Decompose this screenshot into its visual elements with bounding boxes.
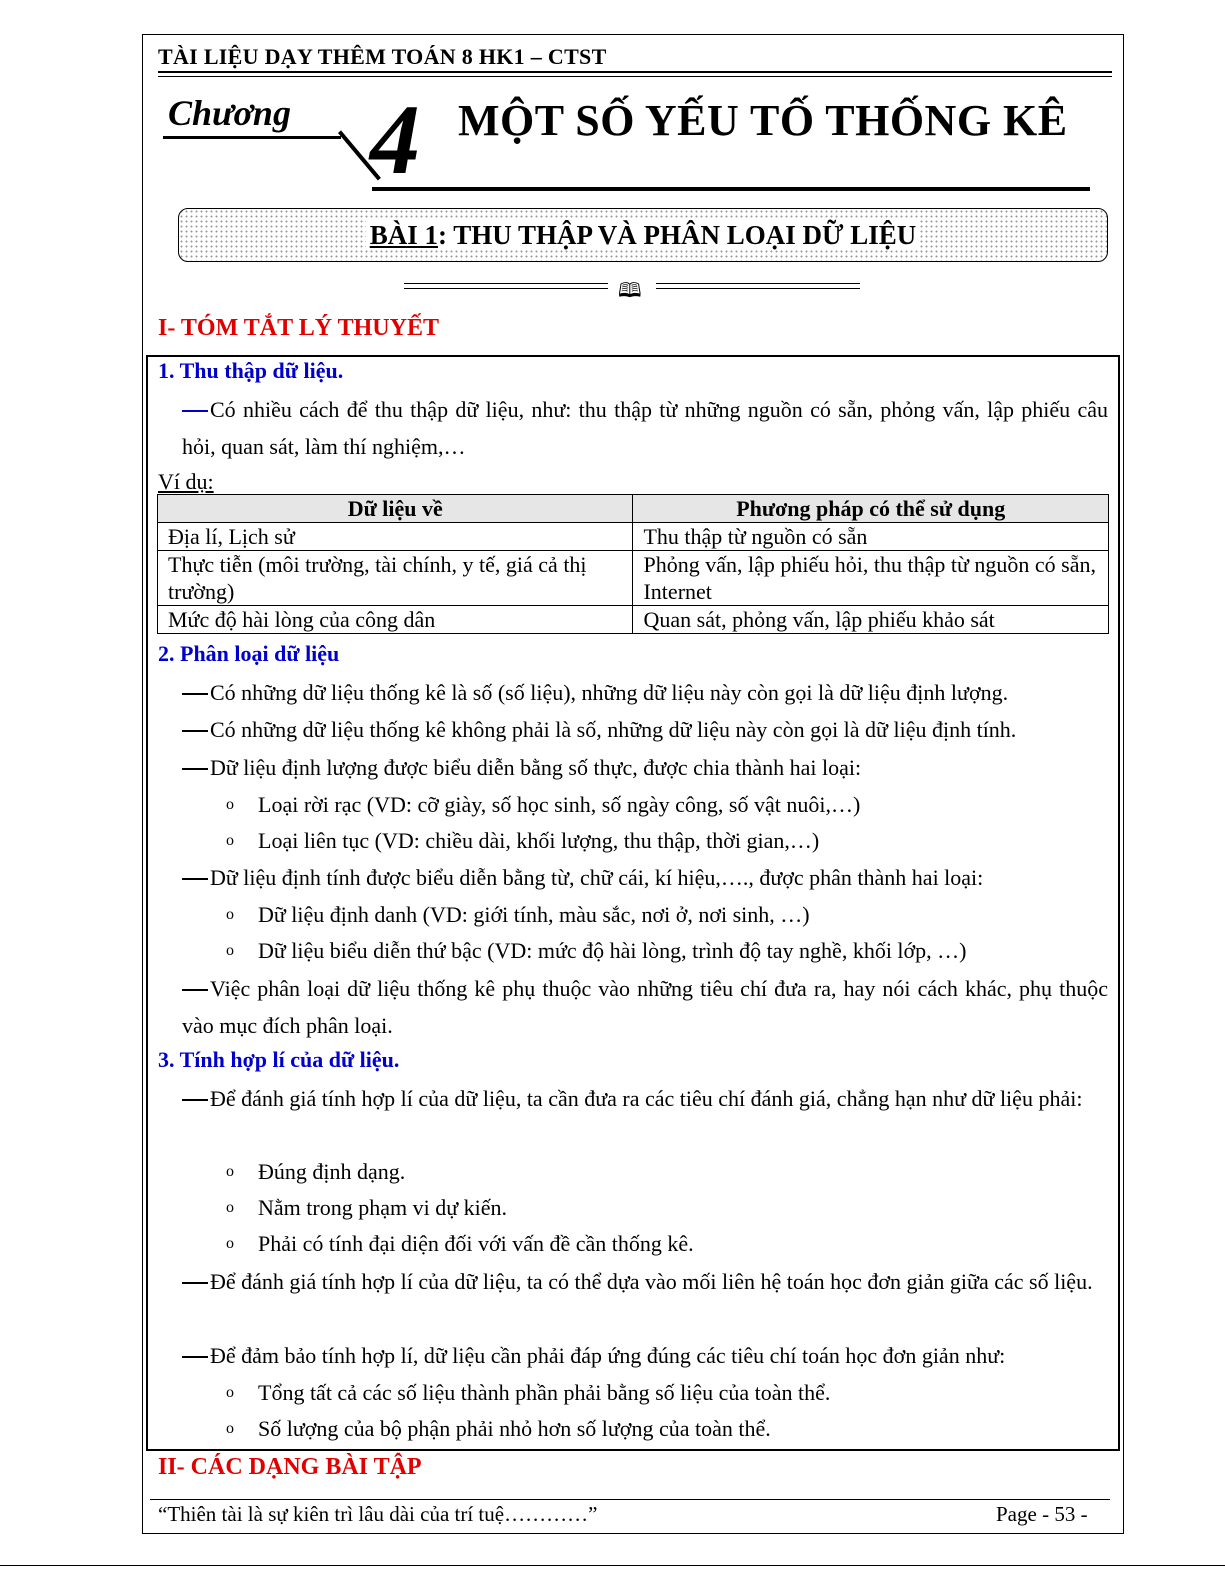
- chapter-underline: [163, 136, 341, 139]
- page-bottom-rule: [0, 1565, 1225, 1566]
- header-rule: [158, 71, 1112, 73]
- chapter-rule: [372, 187, 1090, 191]
- subheading-validity: 3. Tính hợp lí của dữ liệu.: [158, 1047, 400, 1072]
- footer-rule: [150, 1499, 1110, 1500]
- dash-mark: [182, 410, 208, 412]
- paragraph-collect: Có nhiều cách để thu thập dữ liệu, như: thu thập từ những nguồn có sẵn, phỏng vấn, lập phiếu câu hỏi, quan sát, làm thí nghiệm,…: [182, 397, 1108, 459]
- table-row: [158, 523, 1109, 551]
- chapter-title: MỘT SỐ YẾU TỐ THỐNG KÊ: [458, 96, 1068, 145]
- table-cell: Thu thập từ nguồn có sẵn: [633, 523, 1109, 551]
- table-cell: Quan sát, phỏng vấn, lập phiếu khảo sát: [633, 606, 1109, 634]
- subheading-classify: 2. Phân loại dữ liệu: [158, 641, 340, 666]
- paragraph: Để đánh giá tính hợp lí của dữ liệu, ta có thể dựa vào mối liên hệ toán học đơn giản giữa các số liệu.: [182, 1263, 1108, 1300]
- table-cell: Thực tiễn (môi trường, tài chính, y tế, giá cả thị trường): [158, 551, 633, 606]
- table-cell: Mức độ hài lòng của công dân: [158, 606, 633, 634]
- paragraph: Để đánh giá tính hợp lí của dữ liệu, ta cần đưa ra các tiêu chí đánh giá, chẳng hạn như dữ liệu phải:: [182, 1080, 1108, 1117]
- lesson-prefix: BÀI 1: [369, 220, 438, 250]
- table-row: [158, 606, 1109, 634]
- paragraph: Có những dữ liệu thống kê là số (số liệu), những dữ liệu này còn gọi là dữ liệu định lượng.: [182, 674, 1112, 711]
- table-header-cell: Dữ liệu về: [158, 495, 633, 523]
- table-header-row: [158, 495, 1109, 523]
- paragraph: Để đảm bảo tính hợp lí, dữ liệu cần phải đáp ứng đúng các tiêu chí toán học đơn giản như:: [182, 1337, 1112, 1374]
- table-cell: Địa lí, Lịch sử: [158, 523, 633, 551]
- lesson-banner: [178, 208, 1108, 262]
- chapter-word: Chương: [168, 93, 291, 133]
- paragraph: Có những dữ liệu thống kê không phải là số, những dữ liệu này còn gọi là dữ liệu định tính.: [182, 711, 1112, 748]
- lesson-title: [179, 220, 1107, 251]
- section-heading-exercises: II- CÁC DẠNG BÀI TẬP: [158, 1454, 422, 1480]
- section-heading-theory: I- TÓM TẮT LÝ THUYẾT: [158, 315, 439, 341]
- document-header: TÀI LIỆU DẠY THÊM TOÁN 8 HK1 – CTST: [158, 44, 607, 69]
- open-book-icon: 🕮: [618, 280, 642, 302]
- table-header-cell: Phương pháp có thể sử dụng: [633, 495, 1109, 523]
- paragraph: Dữ liệu định tính được biểu diễn bằng từ, chữ cái, kí hiệu,…., được phân thành hai loại:: [182, 859, 1112, 896]
- paragraph: Dữ liệu định lượng được biểu diễn bằng số thực, được chia thành hai loại:: [182, 749, 1112, 786]
- ornament-line-left: [404, 283, 608, 289]
- chapter-number: 4: [370, 84, 420, 195]
- paragraph: Việc phân loại dữ liệu thống kê phụ thuộc vào những tiêu chí đưa ra, hay nói cách khác, phụ thuộc vào mục đích phân loại.: [182, 976, 1108, 1038]
- example-table: [157, 494, 1109, 634]
- table-cell: Phỏng vấn, lập phiếu hỏi, thu thập từ nguồn có sẵn, Internet: [633, 551, 1109, 606]
- ornament-line-right: [656, 283, 860, 289]
- page-number: Page - 53 -: [996, 1502, 1088, 1526]
- subheading-collect: 1. Thu thập dữ liệu.: [158, 358, 344, 383]
- lesson-title-rest: : THU THẬP VÀ PHÂN LOẠI DỮ LIỆU: [437, 220, 917, 250]
- footer-quote: “Thiên tài là sự kiên trì lâu dài của trí tuệ…………”: [158, 1502, 598, 1526]
- table-row: [158, 551, 1109, 606]
- header-rule-thin: [158, 76, 1112, 77]
- example-label: Ví dụ:: [158, 469, 214, 494]
